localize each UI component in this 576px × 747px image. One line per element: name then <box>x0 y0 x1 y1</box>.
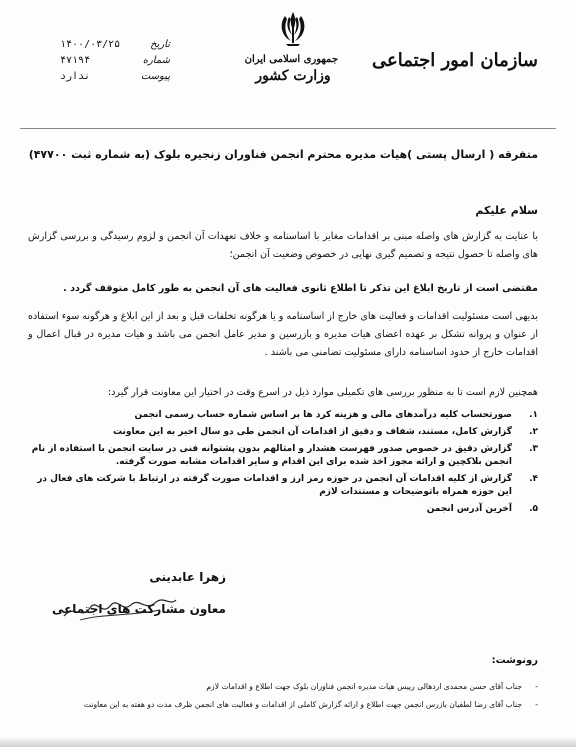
cc-item <box>38 680 538 694</box>
header-divider <box>20 128 556 129</box>
list-item-text: گزارش دقیق در خصوص صدور فهرست هشدار و امثالهم بدون پشتوانه فنی در سایت انجمن با استفاده از نام انجمن بلاکچین و ارائه مجوز اخذ شده برای این اقدام و سایر اقدامات مشابه صورت گرفته. <box>31 444 512 467</box>
paragraph-request: همچنین لازم است تا به منظور بررسی های تکمیلی موارد ذیل در اسرع وقت در اختیار این معاونت قرار گیرد: <box>107 387 538 398</box>
signatory-title: معاون مشارکت های اجتماعی <box>51 602 226 616</box>
list-item <box>28 409 538 422</box>
meta-date-value: ۱۴۰۰/۰۳/۲۵ <box>60 38 121 50</box>
cc-item <box>38 698 538 712</box>
list-item-number: ۵. <box>529 504 538 514</box>
requested-items-list <box>28 409 538 520</box>
signatory-name: زهرا عابدینی <box>149 570 226 584</box>
cc-bullet: - <box>535 682 538 691</box>
cc-bullet: - <box>535 700 538 709</box>
paragraph-responsibility: بدیهی است مسئولیت اقدامات و فعالیت های خارج از اساسنامه و یا هرگونه تخلفات قبل و بعد از این ابلاغ و هرگونه سوء استفاده از عنوان و پروانه تشکل بر عهده اعضای هیات مدیره و بازرسین و مدیر عامل انجمن می باشد و هیات مدیره در قبال اعمال و اقدامات خارج از حدود اساسنامه دارای مسئولیت تضامنی می باشند . <box>28 311 538 358</box>
handwritten-signature <box>60 586 180 626</box>
paragraph-reports: با عنایت به گزارش های واصله مبنی بر اقدامات مغایر با اساسنامه و خلاف تعهدات آن انجمن و لزوم رسیدگی و بررسی گزارش های واصله تا حصول نتیجه و تصمیم گیری نهایی در خصوص وضعیت آن انجمن؛ <box>28 231 538 260</box>
cc-list <box>38 680 538 716</box>
meta-date-row <box>60 36 170 52</box>
list-item-text: گزارش کامل، مستند، شفاف و دقیق از اقدامات آن انجمن طی دو سال اخیر به این معاونت <box>112 427 512 437</box>
meta-number-label: شماره <box>142 54 170 66</box>
meta-number-row <box>60 52 170 68</box>
meta-date-label: تاریخ <box>150 38 170 50</box>
iran-emblem-icon <box>276 8 310 48</box>
letterhead-emblem-block <box>244 8 338 84</box>
ministry-label: وزارت کشور <box>255 68 331 84</box>
meta-number-value: ۴۷۱۹۴ <box>60 54 91 66</box>
list-item-text: آخرین آدرس انجمن <box>426 504 512 514</box>
meta-attachment-value: ندارد <box>60 70 91 82</box>
letter-meta <box>60 36 170 84</box>
meta-attachment-row <box>60 68 170 84</box>
list-item-number: ۱. <box>529 410 538 420</box>
cc-title: رونوشت: <box>491 655 538 666</box>
list-item-text: گزارش از کلیه اقدامات آن انجمن در حوزه رمز ارز و اقدامات صورت گرفته در ارتباط با شرکت های فعال در این حوزه همراه باتوضیحات و مستندات لازم <box>37 474 512 497</box>
list-item-number: ۲. <box>529 427 538 437</box>
list-item <box>28 473 538 499</box>
paragraph-suspension: مقتضی است از تاریخ ابلاغ این تذکر تا اطلاع ثانوی فعالیت های آن انجمن به طور کامل متوقف گردد . <box>63 283 538 294</box>
greeting: سلام علیکم <box>475 204 538 217</box>
list-item <box>28 426 538 439</box>
list-item <box>28 503 538 516</box>
cc-item-text: جناب آقای رضا لطفیان بازرس انجمن جهت اطلاع و ارائه گزارش کاملی از اقدامات و فعالیت های انجمن ظرف مدت دو هفته به این معاونت <box>83 700 522 709</box>
page-bottom-shadow <box>0 737 576 747</box>
cc-item-text: جناب آقای حسن محمدی اردهالی رییس هیات مدیره انجمن فناوران بلوک جهت اطلاع و اقدامات لازم <box>206 682 522 691</box>
letter-subject: متفرقه ( ارسال پستی )هیات مدیره محترم انجمن فناوران زنجیره بلوک (به شماره ثبت ۴۷۷۰۰) <box>28 148 538 161</box>
organization-name: سازمان امور اجتماعی <box>372 50 538 71</box>
list-item-number: ۳. <box>529 444 538 454</box>
list-item-text: صورتحساب کلیه درآمدهای مالی و هزینه کرد ها بر اساس شماره حساب رسمی انجمن <box>134 410 512 420</box>
meta-attachment-label: پیوست <box>140 70 170 82</box>
list-item <box>28 443 538 469</box>
republic-label: جمهوری اسلامی ایران <box>244 54 338 65</box>
list-item-number: ۴. <box>529 474 538 484</box>
